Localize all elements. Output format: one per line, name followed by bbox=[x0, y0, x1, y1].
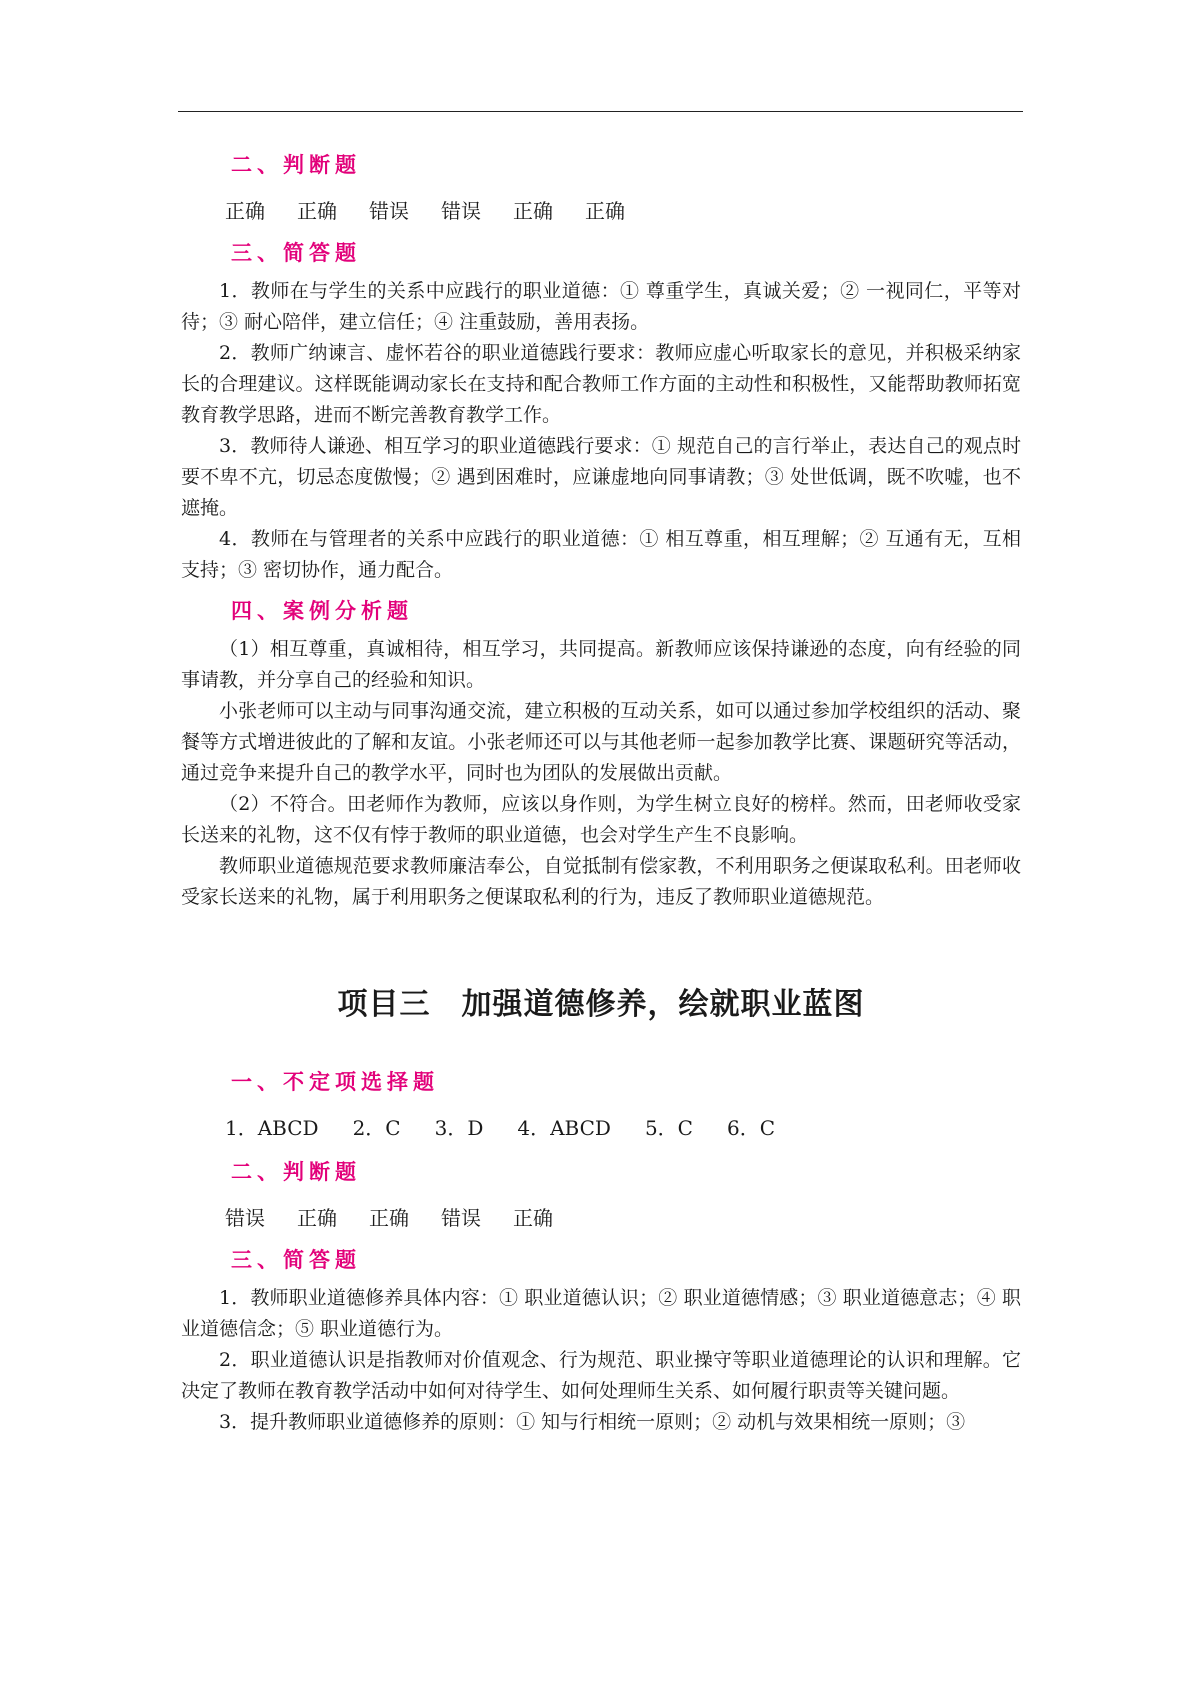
choice-answer: 2．C bbox=[352, 1116, 401, 1140]
header-rule bbox=[178, 111, 1023, 112]
short-answer: 2．职业道德认识是指教师对价值观念、行为规范、职业操守等职业道德理论的认识和理解。它决定了教师在教育教学活动中如何对待学生、如何处理师生关系、如何履行职责等关键问题。 bbox=[181, 1349, 1021, 1402]
project-title: 项目三 加强道德修养，绘就职业蓝图 bbox=[337, 987, 865, 1022]
judge-answer: 正确 bbox=[585, 199, 625, 223]
judge-answer: 正确 bbox=[513, 199, 553, 223]
section-heading-judge-2: 二、判断题 bbox=[231, 1159, 361, 1184]
judge-answer: 正确 bbox=[297, 1206, 337, 1230]
judge-answer: 错误 bbox=[441, 1206, 481, 1230]
judge-answer: 正确 bbox=[513, 1206, 553, 1230]
judge-answer: 正确 bbox=[369, 1206, 409, 1230]
judge-answer: 错误 bbox=[225, 1206, 265, 1230]
judge-answer-row-2 bbox=[225, 1203, 1021, 1233]
case-answer: 教师职业道德规范要求教师廉洁奉公，自觉抵制有偿家教，不利用职务之便谋取私利。田老师收受家长送来的礼物，属于利用职务之便谋取私利的行为，违反了教师职业道德规范。 bbox=[181, 855, 1021, 908]
choice-answer: 4．ABCD bbox=[517, 1116, 611, 1140]
section-heading-short: 三、简答题 bbox=[231, 240, 361, 265]
judge-answer: 正确 bbox=[297, 199, 337, 223]
section-heading-case: 四、案例分析题 bbox=[231, 598, 413, 623]
short-answer: 4．教师在与管理者的关系中应践行的职业道德：① 相互尊重，相互理解；② 互通有无，互相支持；③ 密切协作，通力配合。 bbox=[181, 528, 1021, 581]
short-answer: 1．教师职业道德修养具体内容：① 职业道德认识；② 职业道德情感；③ 职业道德意志；④ 职业道德信念；⑤ 职业道德行为。 bbox=[181, 1287, 1021, 1340]
judge-answer-row bbox=[225, 196, 1021, 226]
page-content bbox=[181, 150, 1021, 1438]
judge-answer: 错误 bbox=[369, 199, 409, 223]
judge-answer: 错误 bbox=[441, 199, 481, 223]
case-answer: 小张老师可以主动与同事沟通交流，建立积极的互动关系，如可以通过参加学校组织的活动、聚餐等方式增进彼此的了解和友谊。小张老师还可以与其他老师一起参加教学比赛、课题研究等活动，通过竞争来提升自己的教学水平，同时也为团队的发展做出贡献。 bbox=[181, 700, 1021, 784]
choice-answer: 1．ABCD bbox=[225, 1116, 319, 1140]
choice-answer: 3．D bbox=[434, 1116, 484, 1140]
short-answer: 1．教师在与学生的关系中应践行的职业道德：① 尊重学生，真诚关爱；② 一视同仁，平等对待；③ 耐心陪伴，建立信任；④ 注重鼓励，善用表扬。 bbox=[181, 280, 1021, 333]
section-heading-choice: 一、不定项选择题 bbox=[231, 1069, 439, 1094]
case-answer: （2）不符合。田老师作为教师，应该以身作则，为学生树立良好的榜样。然而，田老师收受家长送来的礼物，这不仅有悖于教师的职业道德，也会对学生产生不良影响。 bbox=[181, 793, 1021, 846]
short-answer: 3．教师待人谦逊、相互学习的职业道德践行要求：① 规范自己的言行举止，表达自己的观点时要不卑不亢，切忌态度傲慢；② 遇到困难时，应谦虚地向同事请教；③ 处世低调，既不吹嘘，也不遮掩。 bbox=[181, 435, 1021, 519]
choice-answer: 5．C bbox=[644, 1116, 693, 1140]
short-answer: 3．提升教师职业道德修养的原则：① 知与行相统一原则；② 动机与效果相统一原则；③ bbox=[219, 1411, 966, 1433]
choice-answer: 6．C bbox=[726, 1116, 776, 1140]
choice-answer-row bbox=[225, 1113, 1021, 1143]
short-answer: 2．教师广纳谏言、虚怀若谷的职业道德践行要求：教师应虚心听取家长的意见，并积极采纳家长的合理建议。这样既能调动家长在支持和配合教师工作方面的主动性和积极性，又能帮助教师拓宽教育教学思路，进而不断完善教育教学工作。 bbox=[181, 342, 1021, 426]
case-answer: （1）相互尊重，真诚相待，相互学习，共同提高。新教师应该保持谦逊的态度，向有经验的同事请教，并分享自己的经验和知识。 bbox=[181, 638, 1021, 691]
section-heading-short-2: 三、简答题 bbox=[231, 1247, 361, 1272]
section-heading-judge: 二、判断题 bbox=[231, 152, 361, 177]
judge-answer: 正确 bbox=[225, 199, 265, 223]
